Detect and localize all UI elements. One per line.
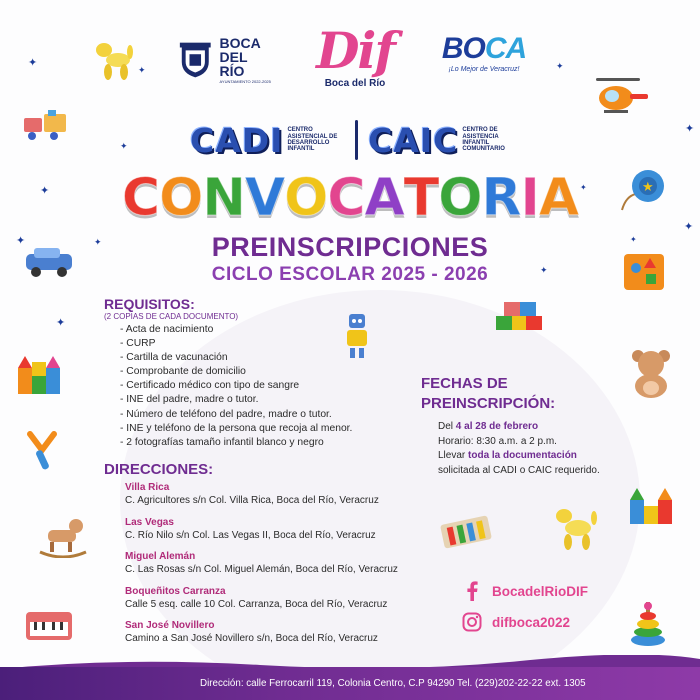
dif-logo-mark: Dif	[316, 21, 394, 80]
teddy-bear-icon	[628, 348, 674, 398]
convocatoria-letter: O	[438, 168, 482, 228]
convocatoria-letter: A	[538, 168, 579, 228]
facebook-icon	[462, 581, 482, 601]
fechas-schedule: Horario: 8:30 a.m. a 2 p.m.	[438, 435, 557, 447]
slingshot-toy-icon	[22, 424, 68, 474]
instagram-icon	[462, 612, 482, 632]
list-item	[125, 586, 465, 621]
location-address: Camino a San José Novillero s/n, Boca del Río, Veracruz	[125, 633, 378, 644]
cadi-title: CADI	[190, 120, 284, 160]
fechas-heading	[421, 374, 621, 414]
instagram-link[interactable]	[462, 612, 570, 632]
boca-brand-tagline: ¡Lo Mejor de Veracruz!	[448, 66, 520, 73]
star-icon: ✦	[28, 57, 38, 69]
svg-text:★: ★	[642, 180, 654, 195]
location-name: Las Vegas	[125, 516, 174, 528]
fechas-heading-line-2: PREINSCRIPCIÓN:	[421, 395, 556, 412]
footer-address: Dirección: calle Ferrocarril 119, Colonia Centro, C.P 94290 Tel. (229)202-22-22 ext. 1305	[200, 678, 586, 689]
location-name: San José Novillero	[125, 620, 215, 631]
stacking-rings-icon	[628, 600, 668, 650]
star-icon: ✦	[16, 235, 26, 247]
yoyo-toy-icon	[618, 166, 668, 214]
list-item: - INE y teléfono de la persona que recoja al menor.	[120, 422, 353, 434]
location-name: Miguel Alemán	[125, 551, 196, 562]
list-item	[125, 482, 465, 517]
facebook-link[interactable]	[462, 581, 588, 601]
fechas-dates	[438, 420, 658, 435]
location-address: Calle 5 esq. calle 10 Col. Carranza, Boca del Río, Veracruz	[125, 598, 388, 610]
fechas-documents-note: solicitada al CADI o CAIC requerido.	[438, 464, 600, 476]
dif-logo	[305, 22, 405, 102]
boca-brand-mark-b: CA	[484, 32, 527, 65]
star-icon: ✦	[556, 61, 564, 71]
star-icon: ✦	[580, 183, 587, 192]
star-icon: ✦	[630, 235, 637, 244]
convocatoria-letter: O	[284, 168, 328, 228]
coat-of-arms-icon	[176, 40, 215, 80]
direcciones-list	[125, 482, 465, 655]
dif-logo-subtitle: Boca del Río	[324, 78, 386, 89]
balloon-dog-icon	[552, 504, 600, 552]
logo-line-2: DEL RÍO	[219, 49, 248, 79]
rocking-horse-icon	[36, 514, 90, 558]
facebook-handle: BocadelRioDIF	[492, 583, 589, 599]
page-subtitle: CICLO ESCOLAR 2025 - 2026	[211, 264, 489, 285]
convocatoria-letter: V	[244, 168, 285, 228]
helicopter-toy-icon	[590, 74, 650, 118]
location-address: C. Agricultores s/n Col. Villa Rica, Boca del Río, Veracruz	[125, 495, 379, 506]
direcciones-heading: DIRECCIONES:	[104, 461, 214, 478]
list-item: - Comprobante de domicilio	[120, 366, 246, 378]
convocatoria-letter: O	[159, 168, 203, 228]
logo-line-3: AYUNTAMIENTO 2022-2025	[219, 79, 271, 84]
list-item: - Certificado médico con tipo de sangre	[120, 380, 300, 392]
toy-piano-icon	[24, 606, 74, 646]
star-icon: ✦	[684, 221, 694, 233]
convocatoria-title	[121, 162, 579, 234]
list-item	[125, 517, 465, 552]
convocatoria-letter: A	[364, 168, 404, 228]
caic-subtitle: CENTRO DE ASISTENCIA INFANTIL COMUNITARIO	[462, 127, 505, 153]
star-icon: ✦	[540, 265, 548, 275]
train-toy-icon	[22, 108, 70, 142]
boca-brand-mark	[432, 32, 536, 66]
requisitos-note: (2 COPIAS DE CADA DOCUMENTO)	[104, 312, 239, 321]
convocatoria-letter: C	[327, 168, 365, 228]
instagram-handle: difboca2022	[492, 614, 571, 630]
logo-line-1: BOCA	[219, 35, 261, 51]
boca-brand-logo	[432, 32, 536, 82]
list-item	[125, 620, 465, 655]
list-item: - 2 fotografías tamaño infantil blanco y negro	[120, 436, 324, 448]
convocatoria-letter: N	[202, 168, 245, 228]
star-icon: ✦	[685, 123, 695, 135]
star-icon: ✦	[94, 237, 102, 247]
requisitos-heading: REQUISITOS:	[104, 296, 195, 312]
building-blocks-icon	[494, 298, 544, 334]
location-address: C. Río Nilo s/n Col. Las Vegas II, Boca del Río, Veracruz	[125, 529, 376, 541]
location-name: Villa Rica	[125, 482, 170, 493]
list-item: - INE del padre, madre o tutor.	[120, 394, 259, 406]
star-icon: ✦	[120, 141, 128, 151]
block-castle-icon	[14, 348, 64, 396]
divider	[355, 120, 358, 160]
page-title: PREINSCRIPCIONES	[211, 232, 489, 262]
star-icon: ✦	[138, 65, 146, 75]
convocatoria-letter: T	[403, 168, 439, 228]
fechas-documents-prefix: Llevar	[438, 450, 469, 461]
list-item: - Número de teléfono del padre, madre o tutor.	[120, 408, 332, 420]
fechas-dates-prefix: Del	[438, 421, 456, 432]
boca-del-rio-logo	[176, 35, 274, 84]
fechas-dates-value: 4 al 28 de febrero	[455, 421, 539, 432]
convocatoria-letter: R	[481, 168, 521, 228]
convocatoria-letter: I	[520, 168, 539, 228]
cadi-caic-header	[190, 118, 520, 162]
convocatoria-letter: C	[121, 168, 160, 228]
list-item: - CURP	[120, 338, 156, 350]
block-castle-icon	[626, 480, 676, 526]
caic-title: CAIC	[368, 120, 459, 160]
balloon-dog-icon	[92, 38, 136, 82]
boca-brand-mark-a: BO	[441, 32, 485, 65]
cadi-subtitle: CENTRO ASISTENCIAL DE DESARROLLO INFANTIL	[287, 127, 338, 153]
star-icon: ✦	[40, 185, 50, 197]
list-item: - Acta de nacimiento	[120, 324, 214, 335]
fechas-documents	[438, 449, 658, 464]
fechas-heading-line-1: FECHAS DE	[421, 375, 508, 392]
list-item: - Cartilla de vacunación	[120, 352, 228, 364]
requisitos-list	[120, 323, 352, 450]
fechas-documents-bold: toda la documentación	[468, 450, 577, 461]
location-name: Boqueñitos Carranza	[125, 585, 226, 597]
fechas-details	[438, 420, 658, 478]
star-icon: ✦	[56, 317, 66, 329]
list-item	[125, 551, 465, 586]
location-address: C. Las Rosas s/n Col. Miguel Alemán, Boca del Río, Veracruz	[125, 564, 398, 575]
